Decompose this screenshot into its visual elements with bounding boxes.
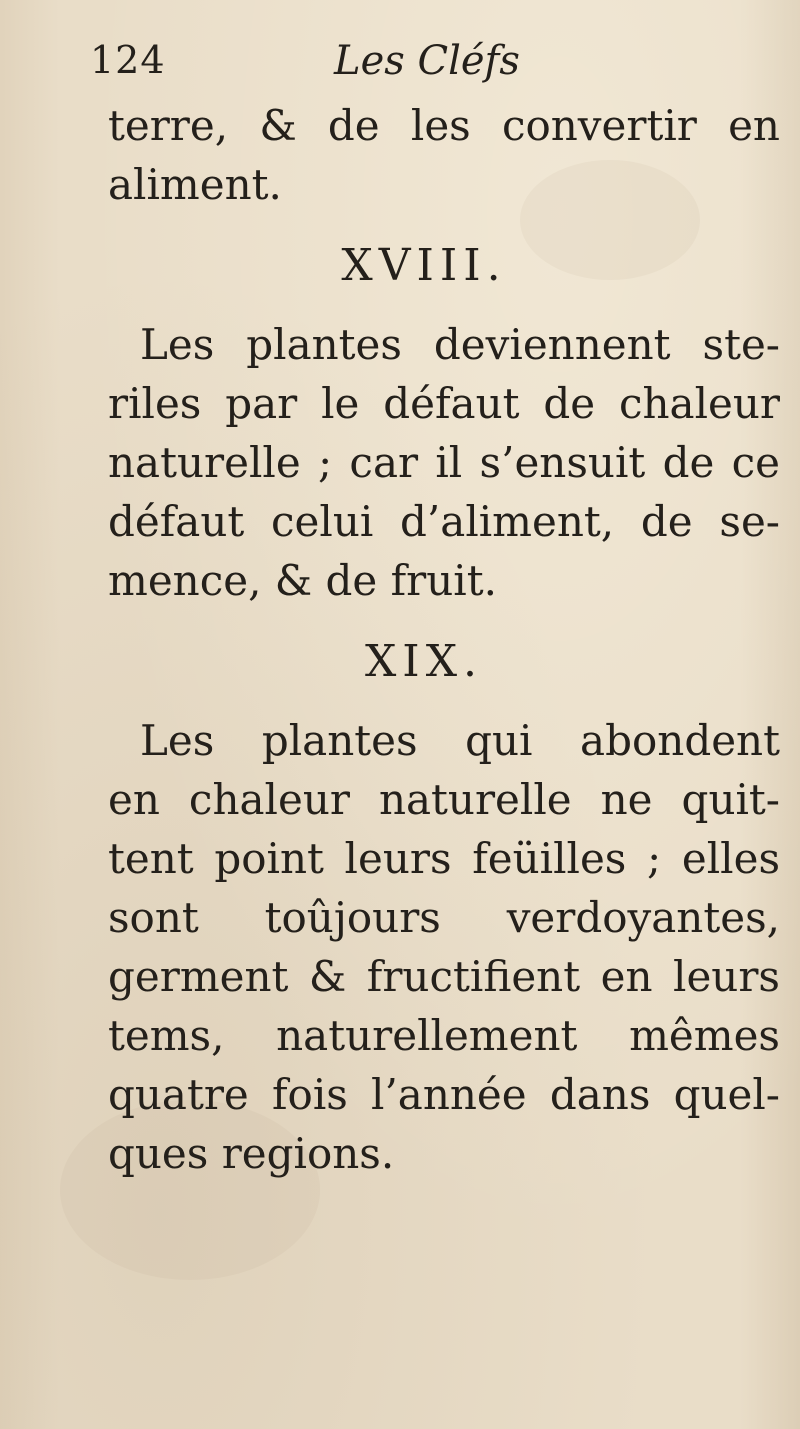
section-heading: XVIII. xyxy=(341,240,507,291)
text-line: mence, & de fruit. xyxy=(108,556,497,605)
text-line: en chaleur naturelle ne quit- xyxy=(108,775,780,824)
page-number: 124 xyxy=(90,38,166,82)
section-heading: XIX. xyxy=(364,636,483,687)
text-line: aliment. xyxy=(108,160,282,209)
text-line: tent point leurs feüilles ; elles xyxy=(108,834,780,883)
text-line: Les plantes deviennent ste- xyxy=(140,320,780,369)
text-line: défaut celui d’aliment, de se- xyxy=(108,497,780,546)
body-text xyxy=(108,96,780,1183)
text-line: tems, naturellement mêmes xyxy=(108,1011,780,1060)
text-line: Les plantes qui abondent xyxy=(140,716,780,765)
running-title: Les Cléfs xyxy=(334,38,520,84)
running-head xyxy=(90,38,780,98)
text-line: ques regions. xyxy=(108,1129,395,1178)
text-line: sont toûjours verdoyantes, xyxy=(108,893,780,942)
text-line: quatre fois l’année dans quel- xyxy=(108,1070,780,1119)
text-line: terre, & de les convertir en xyxy=(108,101,780,150)
text-line: naturelle ; car il s’ensuit de ce xyxy=(108,438,780,487)
text-line: germent & fructifient en leurs xyxy=(108,952,780,1001)
text-line: riles par le défaut de chaleur xyxy=(108,379,780,428)
